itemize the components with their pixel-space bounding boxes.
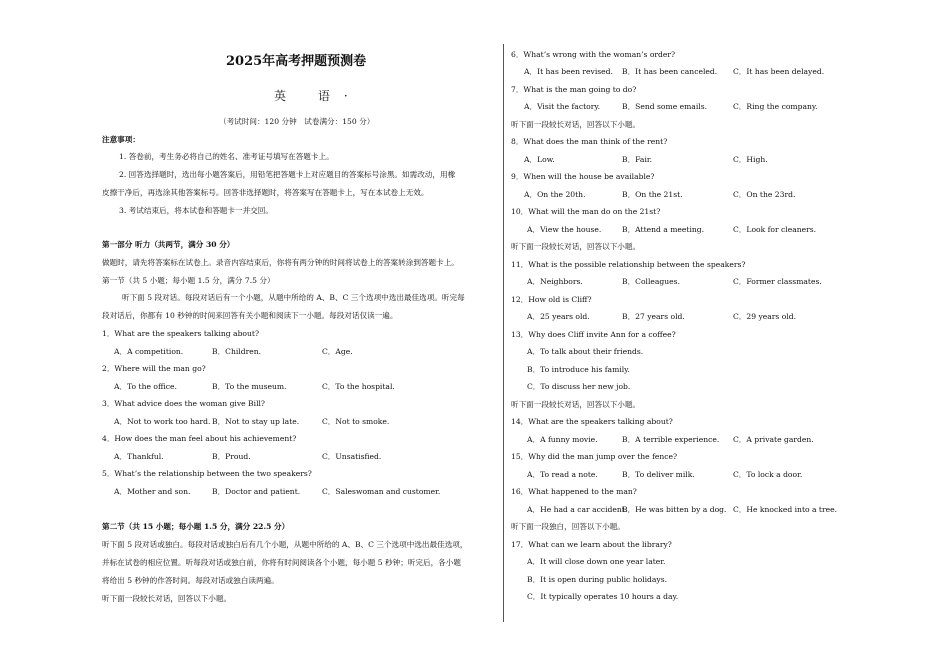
option-a: A．To read a note. (527, 470, 598, 479)
section1-intro: 段对话后，你都有 10 秒钟的时间来回答有关小题和阅读下一小题。每段对话仅读一遍。 (102, 311, 398, 320)
question-7: 7．What is the man going to do? (511, 85, 637, 94)
option-b: B．Attend a meeting. (622, 225, 705, 234)
option-c: C．Not to smoke. (322, 417, 390, 426)
option-a: A．It will close down one year later. (527, 557, 666, 566)
question-12: 12．How old is Cliff? (511, 295, 592, 304)
question-17: 17．What can we learn about the library? (511, 540, 672, 549)
subject-title: 英 语· (274, 89, 362, 103)
listen-instruction: 听下面一段较长对话，回答以下小题。 (511, 400, 641, 409)
question-16: 16．What happened to the man? (511, 487, 637, 496)
option-a: A．He had a car accident. (527, 505, 628, 514)
option-c: C．It has been delayed. (733, 67, 825, 76)
option-c: C．On the 23rd. (733, 190, 796, 199)
question-11: 11．What is the possible relationship between the speakers? (511, 260, 746, 269)
part1-heading: 第一部分 听力（共两节，满分 30 分） (102, 240, 235, 249)
column-divider (503, 44, 504, 622)
question-3: 3．What advice does the woman give Bill? (102, 399, 265, 408)
option-c: C．Age. (322, 347, 353, 356)
option-b: B．Fair. (622, 155, 653, 164)
option-a: A．Low. (524, 155, 555, 164)
exam-title: 2025年高考押题预测卷 (226, 54, 367, 69)
option-b: B．To deliver milk. (622, 470, 695, 479)
section2-intro: 并标在试卷的相应位置。听每段对话或独白前，你将有时间阅读各个小题，每小题 5 秒钟；听完后，各小题 (102, 558, 461, 567)
option-c: C．To the hospital. (322, 382, 395, 391)
option-b: B．It is open during public holidays. (527, 575, 668, 584)
option-a: A．On the 20th. (524, 190, 586, 199)
question-5: 5．What’s the relationship between the two speakers? (102, 469, 312, 478)
option-c: C．Unsatisfied. (322, 452, 382, 461)
option-b: B．To introduce his family. (527, 365, 630, 374)
listen-instruction: 听下面一段较长对话，回答以下小题。 (511, 120, 641, 129)
listen-instruction: 听下面一段较长对话，回答以下小题。 (102, 594, 232, 603)
option-c: C．It typically operates 10 hours a day. (527, 592, 679, 601)
section1-intro: 听下面 5 段对话。每段对话后有一个小题，从题中所给的 A、B、C 三个选项中选出最佳选项。听完每 (122, 293, 465, 302)
section2-intro: 将给出 5 秒钟的作答时间。每段对话或独白读两遍。 (102, 576, 279, 585)
option-a: A．It has been revised. (524, 67, 613, 76)
option-b: B．Send some emails. (622, 102, 708, 111)
section2-heading: 第二节（共 15 小题；每小题 1.5 分，满分 22.5 分） (102, 522, 290, 531)
question-4: 4．How does the man feel about his achievement? (102, 434, 297, 443)
question-1: 1．What are the speakers talking about? (102, 329, 260, 338)
notice-heading: 注意事项： (102, 135, 140, 144)
option-b: B．To the museum. (212, 382, 287, 391)
notice-item: 2. 回答选择题时，选出每小题答案后，用铅笔把答题卡上对应题目的答案标号涂黑。如需改动，用橡 (119, 170, 456, 179)
question-14: 14．What are the speakers talking about? (511, 417, 673, 426)
option-b: B．Not to stay up late. (212, 417, 300, 426)
question-2: 2．Where will the man go? (102, 364, 206, 373)
option-c: C．To lock a door. (733, 470, 803, 479)
notice-item: 3. 考试结束后，将本试卷和答题卡一并交回。 (119, 206, 273, 215)
question-15: 15．Why did the man jump over the fence? (511, 452, 678, 461)
option-c: C．He knocked into a tree. (733, 505, 838, 514)
option-b: B．It has been canceled. (622, 67, 718, 76)
option-a: A．Visit the factory. (524, 102, 601, 111)
option-a: A．View the house. (527, 225, 602, 234)
option-b: B．A terrible experience. (622, 435, 720, 444)
option-b: B．He was bitten by a dog. (622, 505, 727, 514)
option-c: C．Look for cleaners. (733, 225, 817, 234)
option-a: A．To the office. (114, 382, 177, 391)
question-9: 9．When will the house be available? (511, 172, 655, 181)
option-a: A．Thankful. (114, 452, 164, 461)
option-b: B．Colleagues. (622, 277, 680, 286)
question-13: 13．Why does Cliff invite Ann for a coffee? (511, 330, 676, 339)
question-8: 8．What does the man think of the rent? (511, 137, 668, 146)
listen-instruction: 听下面一段较长对话，回答以下小题。 (511, 242, 641, 251)
notice-item: 1. 答卷前，考生务必将自己的姓名、准考证号填写在答题卡上。 (119, 152, 334, 161)
option-a: A．Neighbors. (527, 277, 583, 286)
option-a: A．Mother and son. (114, 487, 191, 496)
option-c: C．Saleswoman and customer. (322, 487, 441, 496)
question-10: 10．What will the man do on the 21st? (511, 207, 661, 216)
listen-instruction: 听下面一段独白，回答以下小题。 (511, 522, 625, 531)
option-a: A．A funny movie. (527, 435, 598, 444)
option-a: A．To talk about their friends. (527, 347, 644, 356)
option-b: B．Children. (212, 347, 262, 356)
option-b: B．Doctor and patient. (212, 487, 301, 496)
option-c: C．To discuss her new job. (527, 382, 631, 391)
option-a: A．25 years old. (527, 312, 590, 321)
option-b: B．On the 21st. (622, 190, 683, 199)
option-c: C．Former classmates. (733, 277, 822, 286)
option-c: C．29 years old. (733, 312, 797, 321)
part1-intro: 做题时，请先将答案标在试卷上。录音内容结束后，你将有两分钟的时间将试卷上的答案转涂到答题卡上。 (102, 258, 459, 267)
option-c: C．A private garden. (733, 435, 814, 444)
exam-info: （考试时间：120 分钟 试卷满分：150 分） (219, 117, 375, 126)
option-a: A．A competition. (114, 347, 184, 356)
question-6: 6．What’s wrong with the woman’s order? (511, 50, 676, 59)
option-b: B．27 years old. (622, 312, 685, 321)
option-c: C．Ring the company. (733, 102, 818, 111)
option-b: B．Proud. (212, 452, 251, 461)
section2-intro: 听下面 5 段对话或独白。每段对话或独白后有几个小题，从题中所给的 A、B、C 三个选项中选出最佳选项， (102, 540, 468, 549)
option-c: C．High. (733, 155, 768, 164)
section1-heading: 第一节（共 5 小题；每小题 1.5 分，满分 7.5 分） (102, 276, 275, 285)
option-a: A．Not to work too hard. (114, 417, 211, 426)
notice-item: 皮擦干净后，再选涂其他答案标号。回答非选择题时，将答案写在答题卡上，写在本试卷上无效。 (102, 188, 429, 197)
